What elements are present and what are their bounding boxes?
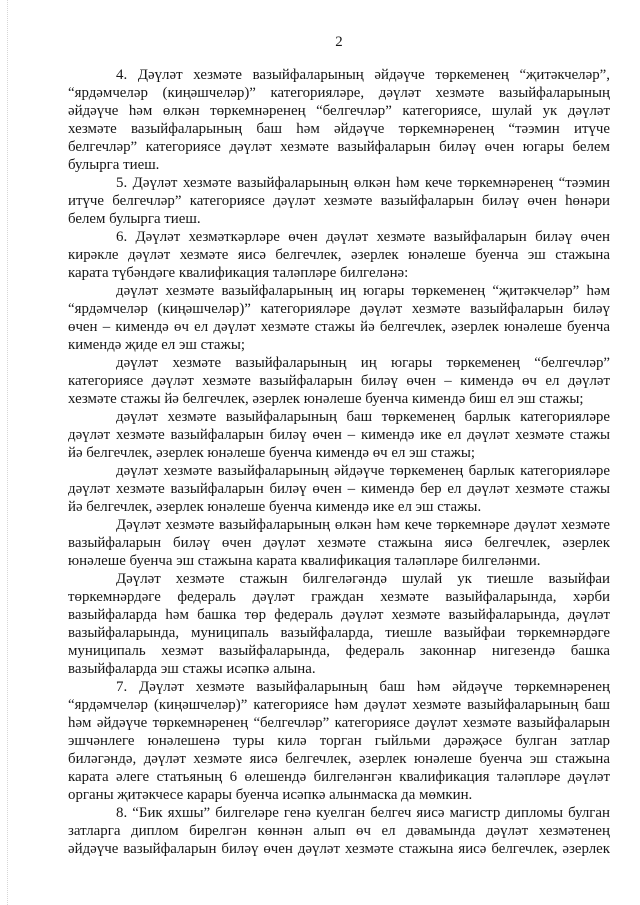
text-line: йә белгечлек, әзерлек юнәлеше буенча кимендә ике ел эш стажы.	[68, 499, 482, 515]
requirement-item-main-group	[68, 408, 610, 462]
page-number: 2	[335, 34, 343, 50]
requirement-item-highest-specialists	[68, 354, 610, 408]
text-line: эшчәнлеге юнәлешенә туры килә торган гыйльми дәрәҗәсе булган затлар	[68, 733, 610, 749]
text-line: биләгәндә, дәүләт хезмәте яисә белгечлек, әзерлек юнәлеше буенча эш стажына	[68, 751, 610, 767]
text-line: 5. Дәүләт хезмәте вазыйфаларының өлкән һәм кече төркемнәренең “тәэмин	[116, 175, 610, 191]
text-line: дәүләт хезмәте вазыйфаларының иң югары төркеменең “белгечләр”	[116, 355, 610, 371]
text-line: Дәүләт хезмәте вазыйфаларының өлкән һәм кече төркемнәре дәүләт хезмәте	[116, 517, 610, 533]
text-line: әйдәүче вазыйфаларын биләү өчен дәүләт хезмәте стажына яисә белгечлек, әзерлек	[68, 841, 610, 857]
paragraph-senior-junior	[68, 516, 610, 570]
text-line: төркемнәрдәге федераль дәүләт граждан хезмәте вазыйфаларында, хәрби	[68, 589, 610, 605]
text-line: вазыйфаларын биләү өчен дәүләт хезмәте стажына яисә белгечлек, әзерлек	[68, 535, 610, 551]
text-line: йә белгечлек, әзерлек юнәлеше буенча кимендә өч ел эш стажы;	[68, 445, 476, 461]
text-line: “ярдәмчеләр (киңәшчеләр)” категориясе һәм дәүләт хезмәте вазыйфаларының баш	[68, 697, 610, 713]
text-line: вазыйфаларда һәм башка төр федераль дәүләт хезмәте вазыйфаларында, дәүләт	[68, 607, 610, 623]
text-line: Дәүләт хезмәте стажын билгеләгәндә шулай ук тиешле вазыйфаи	[116, 571, 610, 587]
text-line: өчен – кимендә өч ел дәүләт хезмәте стажы йә белгечлек, әзерлек юнәлеше буенча	[68, 319, 610, 335]
paragraph-7	[68, 678, 610, 804]
text-line: дәүләт хезмәте вазыйфаларын биләү өчен – кимендә ике ел дәүләт хезмәте стажы	[68, 427, 610, 443]
text-line: итүче белгечләр” категориясе дәүләт хезмәте вазыйфаларын биләү өчен һөнәри	[68, 193, 610, 209]
text-line: муниципаль хезмәт вазыйфаларында, федераль законнар нигезендә башка	[68, 643, 610, 659]
text-line: “ярдәмчеләр (киңәшчеләр)” категорияләре, дәүләт хезмәте вазыйфаларының	[68, 85, 610, 101]
text-line: карата әлеге статьяның 6 өлешендә билгеләнгән квалификация таләпләре дәүләт	[68, 769, 610, 785]
requirement-item-highest-managers	[68, 282, 610, 354]
paragraph-5	[68, 174, 610, 228]
text-line: дәүләт хезмәте вазыйфаларын биләү өчен – кимендә бер ел дәүләт хезмәте стажы	[68, 481, 610, 497]
text-line: әйдәүче һәм өлкән төркемнәренең “белгечләр” категориясе, шулай ук дәүләт	[68, 103, 610, 119]
text-line: затларга диплом бирелгән көннән алып өч ел дәвамында дәүләт хезмәтенең	[68, 823, 610, 839]
text-line: 7. Дәүләт хезмәте вазыйфаларының баш һәм әйдәүче төркемнәренең	[116, 679, 610, 695]
requirement-item-leading-group	[68, 462, 610, 516]
paragraph-6	[68, 228, 610, 282]
text-line: дәүләт хезмәте вазыйфаларының иң югары төркеменең “җитәкчеләр” һәм	[116, 283, 610, 299]
text-line: юнәлеше буенча эш стажына карата квалификация таләпләре билгеләнми.	[68, 553, 541, 569]
text-line: хезмәте вазыйфаларының баш һәм әйдәүче төркемнәренең “тәэмин итүче	[68, 121, 610, 137]
text-line: белгечләр” категориясе дәүләт хезмәте вазыйфаларын биләү өчен югары белем	[68, 139, 610, 155]
text-line: 4. Дәүләт хезмәте вазыйфаларының әйдәүче төркеменең “җитәкчеләр”,	[116, 67, 610, 83]
text-line: белем булырга тиеш.	[68, 211, 201, 227]
paragraph-service-record	[68, 570, 610, 678]
text-line: дәүләт хезмәте вазыйфаларының әйдәүче төркеменең барлык категорияләре	[116, 463, 610, 479]
text-line: вазыйфаларда эш стажы исәпкә алына.	[68, 661, 316, 677]
scan-edge-artifact	[7, 0, 8, 905]
text-line: “ярдәмчеләр (киңәшчеләр)” категорияләре дәүләт хезмәте вазыйфаларын биләү	[68, 301, 610, 317]
text-line: кирәкле дәүләт хезмәте яисә белгечлек, әзерлек юнәлеше буенча эш стажына	[68, 247, 610, 263]
text-line: кимендә җиде ел эш стажы;	[68, 337, 245, 353]
text-line: 8. “Бик яхшы” билгеләре генә куелган белгеч яисә магистр дипломы булган	[116, 805, 610, 821]
paragraph-4	[68, 66, 610, 174]
paragraph-8	[68, 804, 610, 858]
text-line: органы җитәкчесе карары буенча исәпкә алынмаска да мөмкин.	[68, 787, 473, 803]
text-line: вазыйфаларында, муниципаль вазыйфаларда, тиешле вазыйфаи төркемнәрдәге	[68, 625, 610, 641]
text-line: һәм әйдәүче төркемнәренең “белгечләр” категориясе дәүләт хезмәте вазыйфаларын	[68, 715, 610, 731]
text-line: категориясе дәүләт хезмәте вазыйфаларын биләү өчен – кимендә өч ел дәүләт	[68, 373, 610, 389]
text-line: 6. Дәүләт хезмәткәрләре өчен дәүләт хезмәте вазыйфаларын биләү өчен	[116, 229, 610, 245]
text-line: карата түбәндәге квалификация таләпләре билгеләнә:	[68, 265, 409, 281]
text-line: хезмәте стажы йә белгечлек, әзерлек юнәлеше буенча кимендә биш ел эш стажы;	[68, 391, 584, 407]
document-body	[68, 66, 610, 858]
text-line: дәүләт хезмәте вазыйфаларының баш төркеменең барлык категорияләре	[116, 409, 610, 425]
text-line: булырга тиеш.	[68, 157, 160, 173]
